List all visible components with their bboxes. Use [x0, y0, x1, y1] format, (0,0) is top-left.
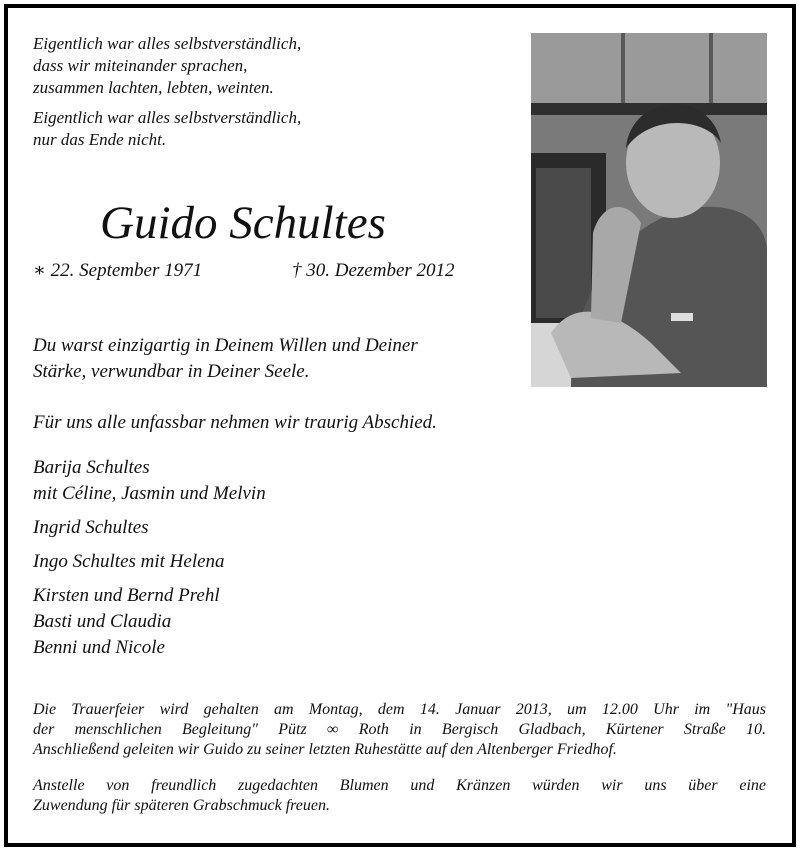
family-member: Kirsten und Bernd Prehl [33, 585, 220, 606]
family-member: Ingrid Schultes [33, 517, 149, 538]
family-group [33, 515, 149, 541]
family-member: Barija Schultes [33, 457, 150, 478]
family-group [33, 583, 220, 661]
quote [33, 333, 418, 385]
donation-notice [33, 776, 766, 816]
family-member: Basti und Claudia [33, 611, 172, 632]
portrait-photo-image [531, 33, 767, 387]
poem-stanza-1 [33, 33, 301, 99]
notice-line: der menschlichen Begleitung" Pütz ∞ Roth in Bergisch Gladbach, Kürtener Straße 10. [33, 721, 766, 738]
notice-line: Zuwendung für späteren Grabschmuck freuen. [33, 797, 330, 814]
poem-line: dass wir miteinander sprachen, [33, 56, 248, 75]
poem-line: Eigentlich war alles selbstverständlich, [33, 108, 302, 127]
notice-line: Anschließend geleiten wir Guido zu seiner letzten Ruhestätte auf den Altenberger Friedhof. [33, 741, 617, 758]
poem-line: Eigentlich war alles selbstverständlich, [33, 34, 302, 53]
notice-line: Anstelle von freundlich zugedachten Blumen und Kränzen würden wir uns über eine [33, 777, 766, 794]
portrait-photo [531, 33, 767, 387]
death-date: † 30. Dezember 2012 [292, 260, 455, 281]
quote-line: Du warst einzigartig in Deinem Willen und Deiner [33, 335, 418, 356]
family-group [33, 549, 225, 575]
family-member: Benni und Nicole [33, 637, 165, 658]
quote-line: Stärke, verwundbar in Deiner Seele. [33, 361, 310, 382]
notice-line: Die Trauerfeier wird gehalten am Montag, dem 14. Januar 2013, um 12.00 Uhr im "Haus [33, 701, 766, 718]
funeral-notice [33, 700, 766, 760]
family-group [33, 455, 266, 507]
poem-line: nur das Ende nicht. [33, 130, 167, 149]
family-member: Ingo Schultes mit Helena [33, 551, 225, 572]
farewell-line: Für uns alle unfassbar nehmen wir traurig Abschied. [33, 412, 437, 433]
deceased-name: Guido Schultes [100, 197, 386, 249]
birth-date: ∗ 22. September 1971 [33, 260, 203, 281]
poem-line: zusammen lachten, lebten, weinten. [33, 78, 274, 97]
poem-stanza-2 [33, 107, 301, 151]
family-member: mit Céline, Jasmin und Melvin [33, 483, 266, 504]
